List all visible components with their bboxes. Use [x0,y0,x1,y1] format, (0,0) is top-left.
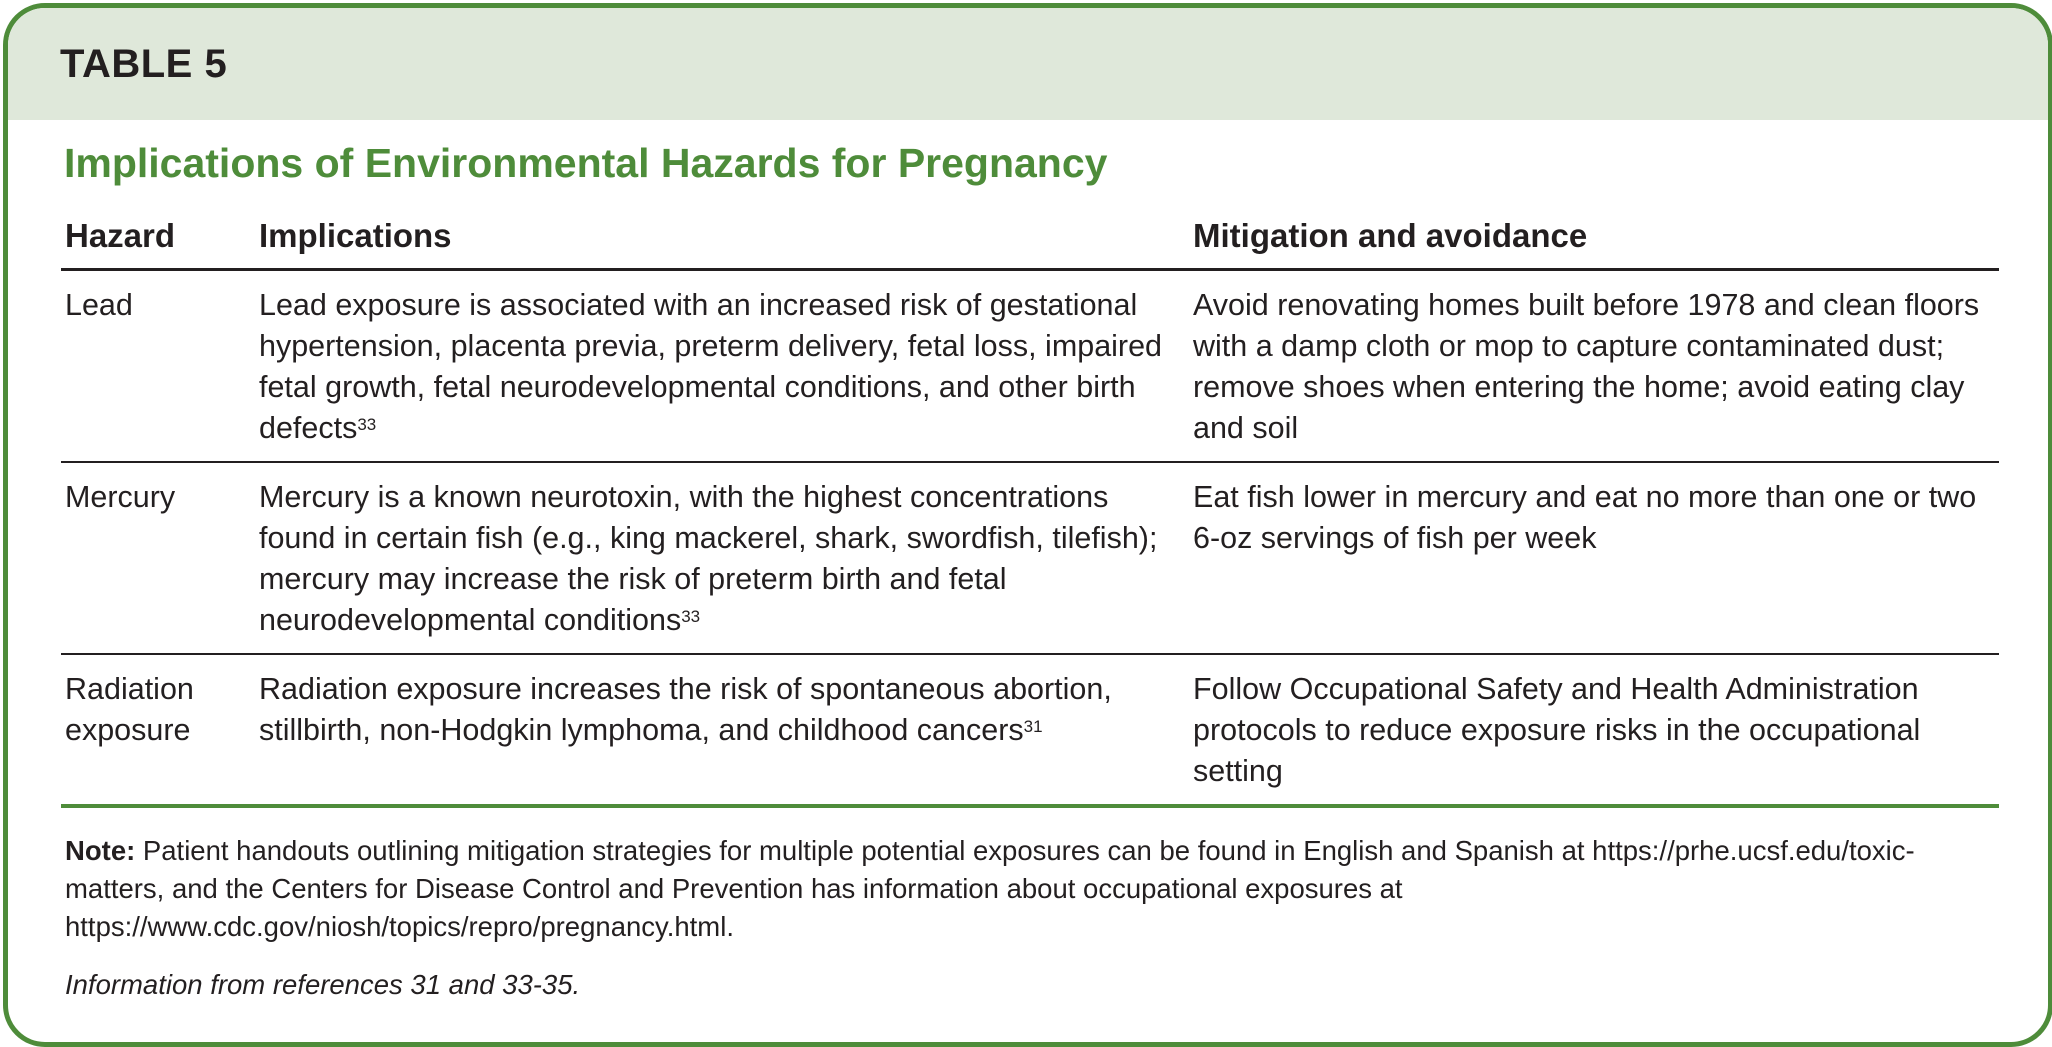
table-row-lead [61,270,1999,463]
implications-text: Radiation exposure increases the risk of spontaneous abortion, stillbirth, non-Hodgkin lymphoma, and childhood cancers [259,672,1112,747]
reference-superscript: 33 [681,607,701,626]
reference-superscript: 33 [357,415,377,434]
column-header-implications: Implications [255,204,1189,270]
hazard-cell: Radiation exposure [61,654,255,806]
implications-cell [255,462,1189,654]
implications-text: Lead exposure is associated with an increased risk of gestational hypertension, placenta previa, preterm delivery, fetal loss, impaired fetal growth, fetal neurodevelopmental conditions, and other birth defects [259,288,1163,445]
mitigation-cell: Avoid renovating homes built before 1978 and clean floors with a damp cloth or mop to capture contaminated dust; remove shoes when entering the home; avoid eating clay and soil [1189,270,1999,463]
table-frame [3,3,2052,1047]
hazard-cell: Lead [61,270,255,463]
table-header-row [61,204,1999,270]
note-text: Patient handouts outlining mitigation strategies for multiple potential exposures can be found in English and Spanish at https://prhe.ucsf.edu/toxic-matters, and the Centers for Disease Control and Prevention has information about occupational exposures at https://www.cdc.gov/niosh/topics/repro/pregnancy.html. [65,835,1915,942]
implications-cell [255,270,1189,463]
note-label: Note: [65,835,136,866]
table-label: TABLE 5 [60,42,228,86]
implications-text: Mercury is a known neurotoxin, with the highest concentrations found in certain fish (e.g., king mackerel, shark, swordfish, tilefish); mercury may increase the risk of preterm birth and fetal neurodevelopmental conditions [259,480,1158,637]
mitigation-cell: Follow Occupational Safety and Health Administration protocols to reduce exposure risks in the occupational setting [1189,654,1999,806]
table-note [65,832,2007,946]
implications-cell [255,654,1189,806]
source-citation: Information from references 31 and 33-35. [65,969,581,1000]
hazards-table [61,204,1999,808]
column-header-mitigation: Mitigation and avoidance [1189,204,1999,270]
reference-superscript: 31 [1023,717,1043,736]
mitigation-cell: Eat fish lower in mercury and eat no more than one or two 6-oz servings of fish per week [1189,462,1999,654]
hazard-cell: Mercury [61,462,255,654]
table-title: Implications of Environmental Hazards for Pregnancy [64,140,1108,186]
table-row-mercury [61,462,1999,654]
column-header-hazard: Hazard [61,204,255,270]
header-band [8,8,2048,120]
table-row-radiation [61,654,1999,806]
